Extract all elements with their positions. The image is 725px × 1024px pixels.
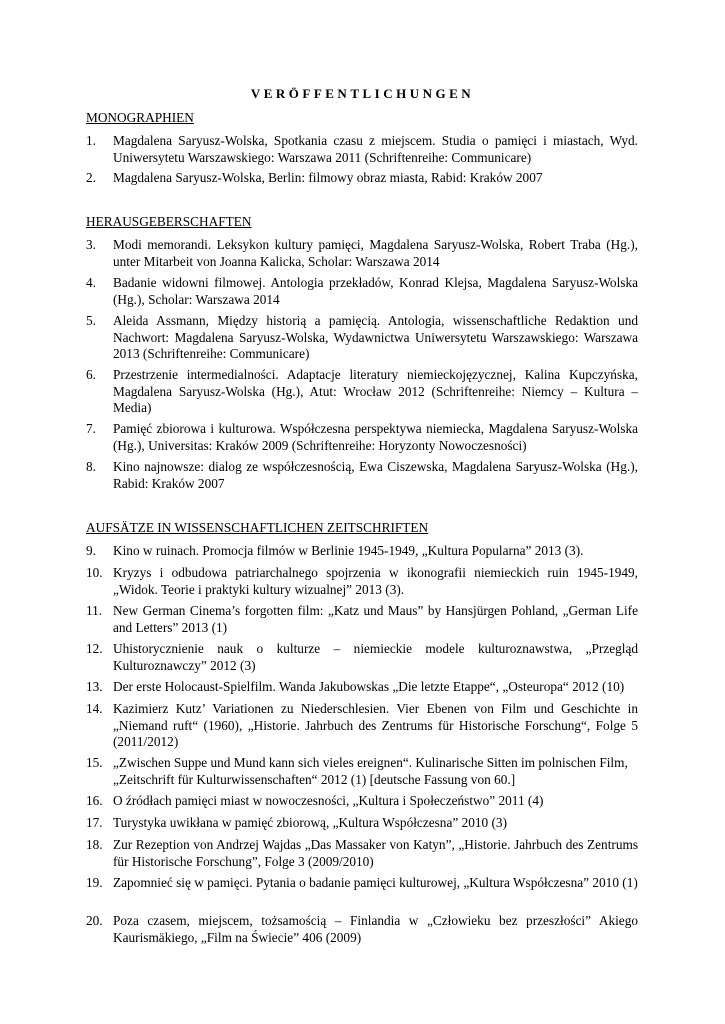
item-text: Kino w ruinach. Promocja filmów w Berlinie 1945-1949, „Kultura Popularna” 2013 (3). [113, 543, 584, 558]
section-heading-aufsaetze: AUFSÄTZE IN WISSENSCHAFTLICHEN ZEITSCHRIFTEN [86, 520, 429, 535]
section-heading-monographien: MONOGRAPHIEN [86, 110, 194, 125]
list-item [86, 459, 638, 492]
list-item [86, 679, 638, 696]
item-text: Turystyka uwikłana w pamięć zbiorową, „Kultura Współczesna” 2010 (3) [113, 815, 507, 830]
item-text: Kazimierz Kutz’ Variationen zu Niederschlesien. Vier Ebenen von Film und Geschichte in „Niemand ruft“ (1960), „Historie. Jahrbuch des Zentrums für Historische Forschung“, Folge 5 (2011/2012) [113, 701, 638, 749]
item-text: Zur Rezeption von Andrzej Wajdas „Das Massaker von Katyn”, „Historie. Jahrbuch des Zentrums für Historische Forschung”, Folge 3 (2009/2010) [113, 837, 638, 869]
list-item [86, 237, 638, 270]
list-item [86, 837, 638, 870]
item-text: Magdalena Saryusz-Wolska, Spotkania czasu z miejscem. Studia o pamięci i miastach, Wyd. Uniwersytetu Warszawskiego: Warszawa 2011 (Schriftenreihe: Communicare) [113, 133, 638, 165]
list-item [86, 367, 638, 417]
list-item [86, 603, 638, 636]
list-item [86, 815, 638, 832]
item-number: 10. [86, 565, 103, 580]
item-number: 12. [86, 641, 103, 656]
list-item [86, 565, 638, 598]
item-number: 20. [86, 913, 103, 928]
item-number: 18. [86, 837, 103, 852]
list-item [86, 275, 638, 308]
list-item [86, 875, 638, 892]
item-text: Przestrzenie intermedialności. Adaptacje literatury niemieckojęzycznej, Kalina Kupczyńska, Magdalena Saryusz-Wolska (Hg.), Atut: Wrocław 2012 (Schriftenreihe: Niemcy – Kultura – Media) [113, 367, 638, 415]
item-number: 9. [86, 543, 96, 558]
item-text: Modi memorandi. Leksykon kultury pamięci, Magdalena Saryusz-Wolska, Robert Traba (Hg.), unter Mitarbeit von Joanna Kalicka, Scholar: Warszawa 2014 [113, 237, 638, 269]
item-text: Aleida Assmann, Między historią a pamięcią. Antologia, wissenschaftliche Redaktion und Nachwort: Magdalena Saryusz-Wolska, Wydawnictwa Uniwersytetu Warszawskiego: Warszawa 2013 (Schriftenreihe: Communicare) [113, 313, 638, 361]
item-text: „Zwischen Suppe und Mund kann sich vieles ereignen“. Kulinarische Sitten im polnischen Film, „Zeitschrift für Kulturwissenschaften“ 2012 (1) [deutsche Fassung von 60.] [113, 755, 628, 787]
section-heading-herausgeberschaften: HERAUSGEBERSCHAFTEN [86, 214, 252, 229]
item-number: 6. [86, 367, 96, 382]
item-number: 15. [86, 755, 103, 770]
list-item [86, 755, 638, 788]
item-text: Magdalena Saryusz-Wolska, Berlin: filmowy obraz miasta, Rabid: Kraków 2007 [113, 170, 543, 185]
page-title: VERÖFFENTLICHUNGEN [250, 86, 475, 101]
list-item [86, 641, 638, 674]
item-text: Uhistorycznienie nauk o kulturze – niemieckie modele kulturoznawstwa, „Przegląd Kulturoznawczy” 2012 (3) [113, 641, 638, 673]
item-number: 17. [86, 815, 103, 830]
item-text: Kino najnowsze: dialog ze współczesnością, Ewa Ciszewska, Magdalena Saryusz-Wolska (Hg.), Rabid: Kraków 2007 [113, 459, 638, 491]
item-text: Badanie widowni filmowej. Antologia przekładów, Konrad Klejsa, Magdalena Saryusz-Wolska (Hg.), Scholar: Warszawa 2014 [113, 275, 638, 307]
list-item [86, 913, 638, 946]
item-number: 11. [86, 603, 103, 618]
item-text: Kryzys i odbudowa patriarchalnego spojrzenia w ikonografii niemieckich ruin 1945-1949, „Widok. Teorie i praktyki kultury wizualnej” 2013 (3). [113, 565, 638, 597]
item-text: Poza czasem, miejscem, tożsamością – Finlandia w „Człowieku bez przeszłości” Akiego Kaurismäkiego, „Film na Świecie” 406 (2009) [113, 913, 638, 945]
list-item [86, 701, 638, 751]
item-number: 4. [86, 275, 96, 290]
item-text: Zapomnieć się w pamięci. Pytania o badanie pamięci kulturowej, „Kultura Współczesna” 2010 (1) [113, 875, 638, 890]
item-number: 7. [86, 421, 96, 436]
item-number: 5. [86, 313, 96, 328]
list-item [86, 170, 638, 187]
item-number: 13. [86, 679, 103, 694]
list-item [86, 421, 638, 454]
list-item [86, 793, 638, 810]
item-number: 19. [86, 875, 103, 890]
item-number: 14. [86, 701, 103, 716]
item-number: 3. [86, 237, 96, 252]
item-number: 2. [86, 170, 96, 185]
item-number: 1. [86, 133, 96, 148]
list-item [86, 133, 638, 166]
item-number: 8. [86, 459, 96, 474]
item-text: New German Cinema’s forgotten film: „Katz und Maus” by Hansjürgen Pohland, „German Life and Letters” 2013 (1) [113, 603, 638, 635]
list-item [86, 313, 638, 363]
item-text: Pamięć zbiorowa i kulturowa. Współczesna perspektywa niemiecka, Magdalena Saryusz-Wolska (Hg.), Universitas: Kraków 2009 (Schriftenreihe: Horyzonty Nowoczesności) [113, 421, 638, 453]
item-text: Der erste Holocaust-Spielfilm. Wanda Jakubowskas „Die letzte Etappe“, „Osteuropa“ 2012 (10) [113, 679, 625, 694]
item-number: 16. [86, 793, 103, 808]
list-item [86, 543, 638, 560]
item-text: O źródłach pamięci miast w nowoczesności, „Kultura i Społeczeństwo” 2011 (4) [113, 793, 544, 808]
